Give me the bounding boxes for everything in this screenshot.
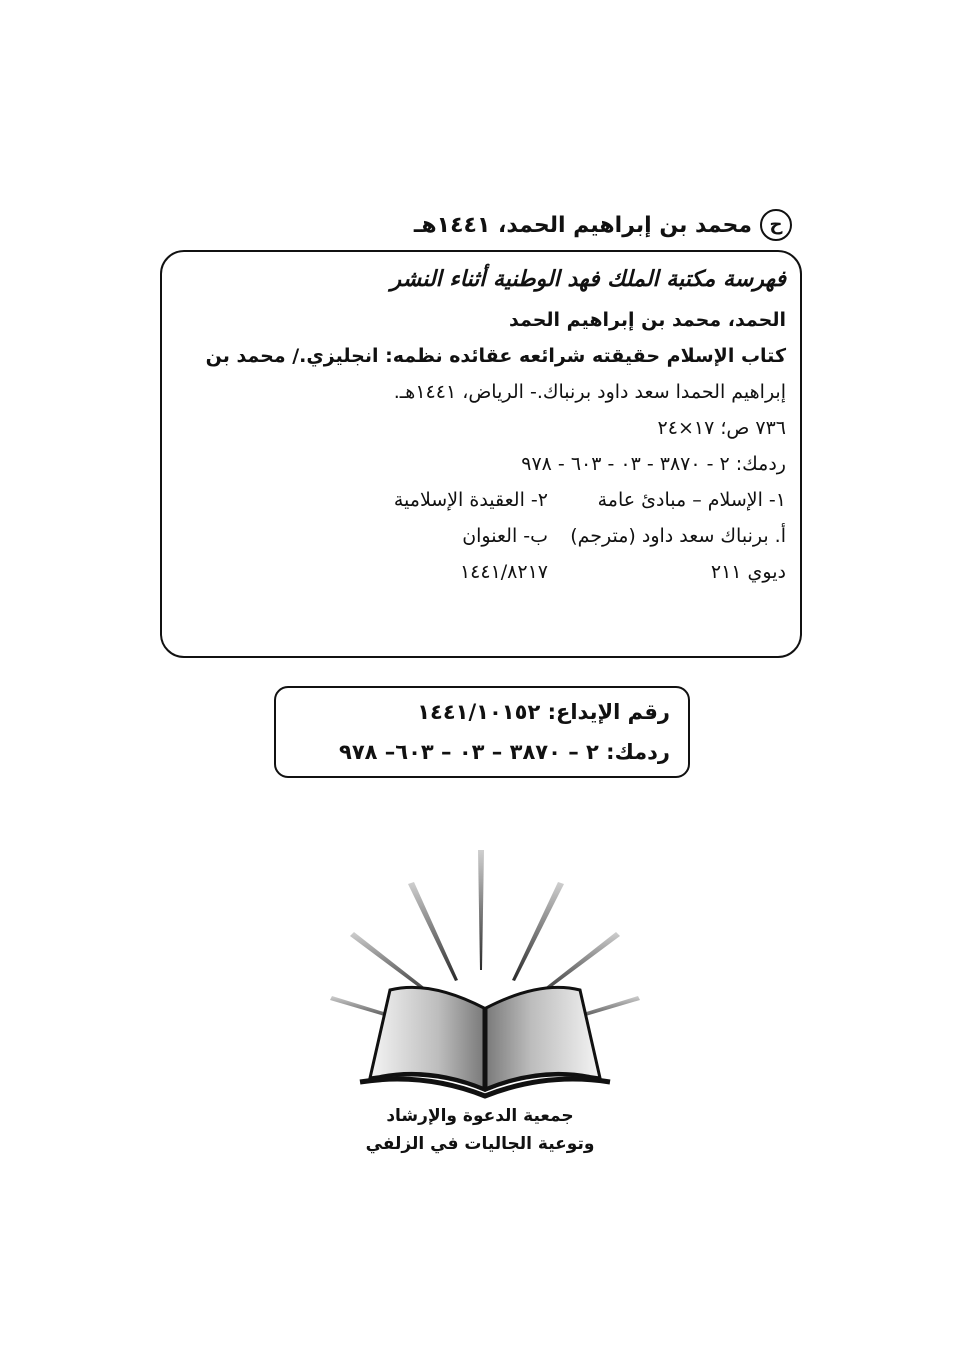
catalog-call-number: ١٤٤١/٨٢١٧	[459, 561, 548, 583]
catalog-entry-2: ب- العنوان	[462, 525, 548, 547]
deposit-number: رقم الإيداع: ١٤٤١/١٠١٥٢	[417, 700, 670, 724]
catalog-classification	[176, 554, 786, 590]
deposit-isbn: ردمك: ٢ – ٣٨٧٠ – ٠٣ – ٦٠٣– ٩٧٨	[339, 740, 670, 764]
catalog-box	[160, 250, 802, 658]
open-book-with-rays-icon	[320, 840, 650, 1100]
catalog-subject-2: ٢- العقيدة الإسلامية	[393, 489, 548, 511]
logo-caption-line-1: جمعية الدعوة والإرشاد	[386, 1106, 574, 1126]
copyright-symbol: ح	[760, 209, 792, 241]
catalog-title-line-2: إبراهيم الحمدا سعد داود برنباك.- الرياض، ١٤٤١هـ.	[393, 381, 786, 403]
catalog-title: فهرسة مكتبة الملك فهد الوطنية أثناء النشر	[390, 267, 786, 292]
catalog-entry-1: أ. برنباك سعد داود (مترجم)	[570, 525, 786, 547]
catalog-dewey: ديوي ٢١١	[710, 561, 786, 583]
catalog-entries	[176, 518, 786, 554]
catalog-subjects	[176, 482, 786, 518]
logo-caption-line-2: وتوعية الجاليات في الزلفي	[365, 1134, 595, 1154]
catalog-title-line-1: كتاب الإسلام حقيقته شرائعه عقائده نظمه: انجليزي./ محمد بن	[205, 345, 786, 367]
book	[360, 987, 610, 1096]
catalog-pages: ٧٣٦ ص؛ ١٧×٢٤	[657, 417, 786, 439]
copyright-text: محمد بن إبراهيم الحمد، ١٤٤١هـ	[413, 212, 752, 238]
catalog-subject-1: ١- الإسلام – مبادئ عامة	[597, 489, 786, 511]
rays	[330, 850, 640, 1025]
catalog-isbn: ردمك: ٢ - ٣٨٧٠ - ٠٣ - ٦٠٣ - ٩٧٨	[521, 453, 786, 475]
catalog-author: الحمد، محمد بن إبراهيم الحمد	[509, 309, 786, 331]
logo-caption	[330, 1102, 630, 1158]
deposit-box	[274, 686, 690, 778]
copyright-line	[152, 200, 792, 250]
